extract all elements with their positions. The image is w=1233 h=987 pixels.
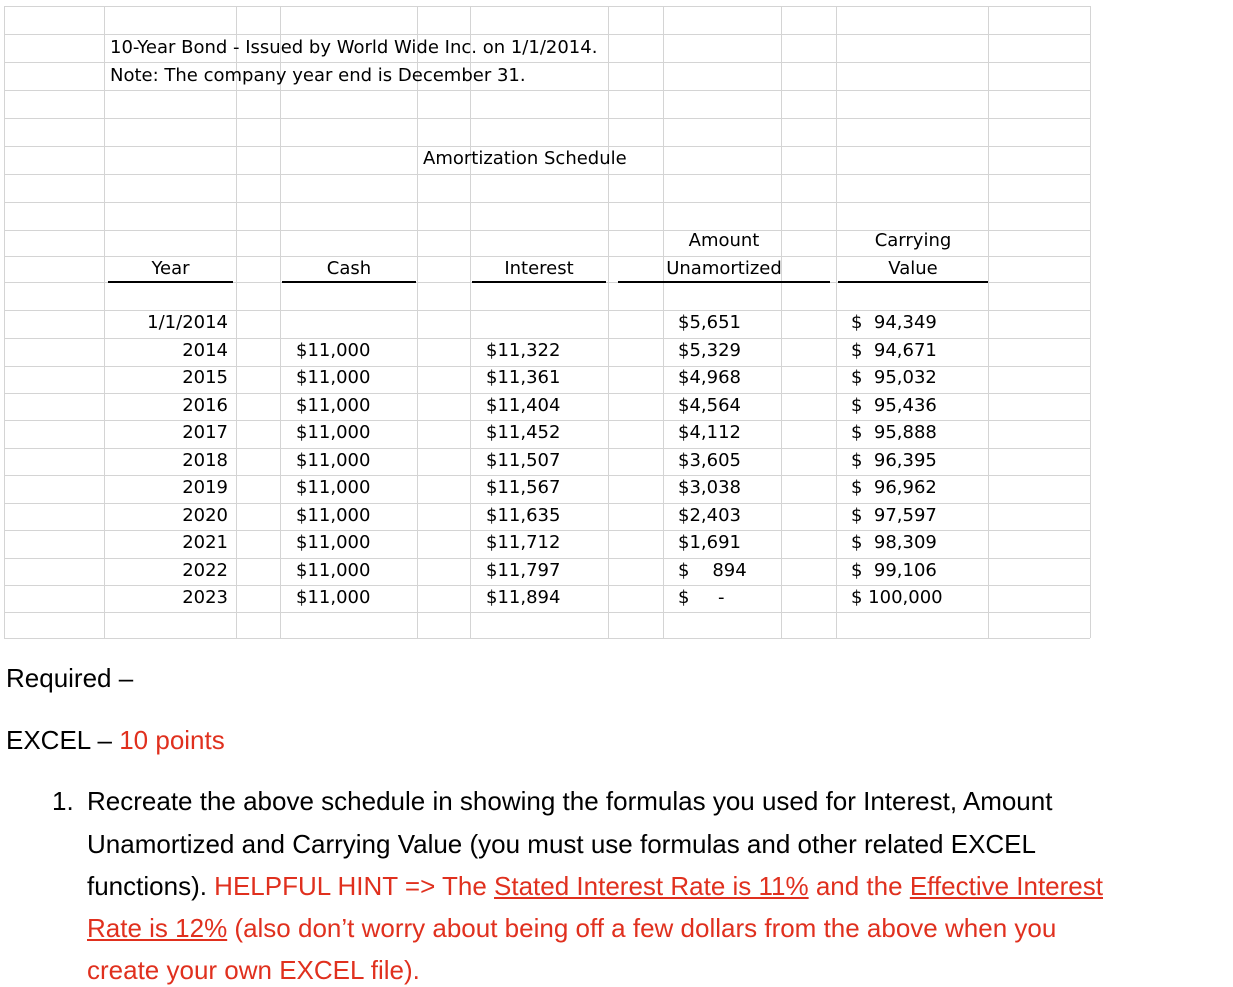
cell-year: 2018 [182,449,228,471]
grid-hline [4,90,1090,91]
cell-carrying: $ 97,597 [851,504,937,526]
hint-rest-1: (also don’t worry about being off a few dollars from the above when you [227,913,1057,943]
bond-description: 10-Year Bond - Issued by World Wide Inc. on 1/1/2014. [110,37,598,58]
cell-year: 2016 [182,394,228,416]
cell-interest: $11,322 [486,339,561,361]
cell-carrying: $ 95,436 [851,394,937,416]
cell-interest: $11,361 [486,367,561,388]
cell-cash: $11,000 [296,367,371,388]
hint-label: HELPFUL HINT => The [214,871,495,901]
grid-vline [280,6,281,638]
cell-year: 2019 [182,477,228,498]
cell-year: 2017 [182,422,228,443]
cell-interest: $11,567 [486,477,561,498]
cell-year: 1/1/2014 [147,312,228,333]
grid-vline [4,6,5,638]
header-underline-unamortized [618,281,830,283]
cell-unamortized: $3,605 [678,449,741,471]
cell-interest: $11,635 [486,504,561,526]
effective-rate-part-1: Effective Interest [909,871,1103,901]
header-cash: Cash [326,258,372,279]
cell-year: 2022 [182,559,228,581]
header-underline-carrying [838,281,988,283]
item-number: 1. [52,786,74,816]
grid-hline [4,118,1090,119]
grid-hline [4,62,1090,63]
cell-carrying: $ 95,032 [851,367,937,388]
header-year: Year [151,258,190,279]
cell-unamortized: $5,651 [678,312,741,333]
grid-vline [608,6,609,638]
grid-vline [470,6,471,638]
grid-hline [4,420,1090,421]
effective-rate-part-2: Rate is 12% [87,913,228,943]
grid-hline [4,310,1090,311]
grid-vline [104,6,105,638]
grid-vline [988,6,989,638]
cell-carrying: $ 98,309 [851,532,937,553]
cell-carrying: $ 96,962 [851,477,937,498]
cell-carrying: $ 96,395 [851,449,937,471]
cell-year: 2021 [182,532,228,553]
cell-interest: $11,404 [486,394,561,416]
item-text-line-3 [87,871,1103,902]
item-text-line-2: Unamortized and Carrying Value (you must use formulas and other related EXCEL [87,829,1036,859]
grid-hline [4,530,1090,531]
grid-vline [1090,6,1091,638]
cell-cash: $11,000 [296,587,371,608]
header-underline-year [108,281,233,283]
header-carrying: Carrying [874,230,952,251]
grid-hline [4,6,1090,7]
header-underline-cash [282,281,416,283]
cell-interest: $11,452 [486,422,561,443]
cell-cash: $11,000 [296,422,371,443]
item-text-3a: functions). [87,871,215,901]
cell-carrying: $ 100,000 [851,587,943,608]
cell-year: 2023 [182,587,228,608]
stated-rate: Stated Interest Rate is 11% [494,871,809,901]
cell-interest: $11,797 [486,559,561,581]
cell-year: 2015 [182,367,228,388]
item-text-line-1: Recreate the above schedule in showing the formulas you used for Interest, Amount [87,786,1053,816]
grid-hline [4,612,1090,613]
header-amount: Amount [688,230,760,251]
excel-points: 10 points [119,725,225,755]
grid-hline [4,475,1090,476]
grid-hline [4,202,1090,203]
grid-hline [4,638,1090,639]
cell-unamortized: $ - [678,587,725,608]
excel-line [6,725,225,756]
grid-vline [781,6,782,638]
grid-vline [236,6,237,638]
cell-unamortized: $5,329 [678,339,741,361]
header-interest: Interest [504,258,574,279]
cell-unamortized: $3,038 [678,477,741,498]
cell-carrying: $ 94,349 [851,312,937,333]
cell-interest: $11,712 [486,532,561,553]
cell-cash: $11,000 [296,532,371,553]
cell-unamortized: $4,564 [678,394,741,416]
cell-unamortized: $ 894 [678,559,747,581]
header-value: Value [888,258,938,279]
grid-hline [4,34,1090,35]
required-heading: Required – [6,663,134,693]
cell-cash: $11,000 [296,477,371,498]
grid-hline [4,174,1090,175]
grid-vline [663,6,664,638]
cell-year: 2014 [182,339,228,361]
grid-vline [417,6,418,638]
cell-unamortized: $1,691 [678,532,741,553]
cell-cash: $11,000 [296,504,371,526]
excel-label: EXCEL – [6,725,120,755]
cell-year: 2020 [182,504,228,526]
cell-cash: $11,000 [296,339,371,361]
cell-interest: $11,894 [486,587,561,608]
grid-hline [4,585,1090,586]
header-underline-interest [472,281,606,283]
grid-hline [4,146,1090,147]
cell-carrying: $ 99,106 [851,559,937,581]
cell-cash: $11,000 [296,449,371,471]
grid-vline [836,6,837,638]
grid-hline [4,256,1090,257]
header-unamortized: Unamortized [666,258,782,279]
cell-unamortized: $4,968 [678,367,741,388]
schedule-title: Amortization Schedule [423,148,627,169]
cell-carrying: $ 94,671 [851,339,937,361]
item-text-line-5: create your own EXCEL file). [87,955,420,985]
item-text-line-4 [87,913,1056,944]
cell-unamortized: $2,403 [678,504,741,526]
cell-carrying: $ 95,888 [851,422,937,443]
cell-cash: $11,000 [296,559,371,581]
cell-cash: $11,000 [296,394,371,416]
year-end-note: Note: The company year end is December 31. [110,65,526,86]
cell-unamortized: $4,112 [678,422,741,443]
cell-interest: $11,507 [486,449,561,471]
hint-and: and the [808,871,910,901]
